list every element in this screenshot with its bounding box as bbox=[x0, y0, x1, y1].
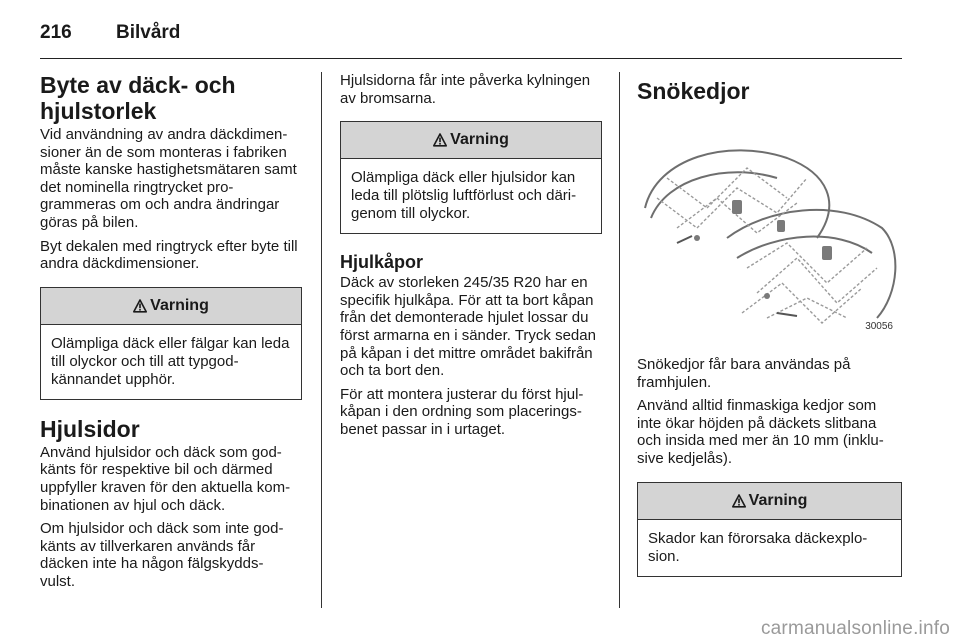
column-divider bbox=[321, 72, 322, 608]
column-2 bbox=[340, 72, 602, 445]
warning-box bbox=[40, 287, 302, 400]
warning-triangle-icon bbox=[433, 133, 447, 147]
paragraph: Vid användning av andra däckdimen- sioner än de som monteras i fabriken måste kanske hastighetsmätaren samt det nominella ringtrycket pro- grammeras om och andra ändringar göras på bilen. bbox=[40, 126, 297, 231]
warning-box bbox=[340, 121, 602, 234]
warning-box bbox=[637, 482, 902, 577]
page-number: 216 bbox=[40, 22, 72, 43]
paragraph: Däck av storleken 245/35 R20 har en specifik hjulkåpa. För att ta bort kåpan från det demonterade hjulet lossar du först armarna en i sänder. Tryck sedan på kåpan i det mittre området bakifrån och ta bort den. bbox=[340, 274, 596, 380]
paragraph: Byt dekalen med ringtryck efter byte till andra däckdimensioner. bbox=[40, 237, 298, 273]
column-3 bbox=[637, 72, 902, 577]
warning-header bbox=[638, 483, 901, 520]
warning-text: Olämpliga däck eller hjulsidor kan leda till plötslig luftförlust och däri- genom till olyckor. bbox=[351, 169, 577, 223]
figure-number: 30056 bbox=[865, 321, 893, 332]
section-heading-snow-chains: Snökedjor bbox=[637, 78, 750, 104]
section-heading-tire-size: Byte av däck- och hjulstorlek bbox=[40, 72, 236, 124]
paragraph: Om hjulsidor och däck som inte god- känts av tillverkaren används får däcken inte ha någon fälgskydds- vulst. bbox=[40, 520, 284, 590]
paragraph: Använd alltid finmaskiga kedjor som inte ökar höjden på däckets slitbana och insida med mer än 10 mm (inklu- sive kedjelås). bbox=[637, 397, 884, 467]
warning-title: Varning bbox=[748, 491, 808, 509]
column-divider bbox=[619, 72, 620, 608]
warning-text: Skador kan förorsaka däckexplo- sion. bbox=[648, 529, 868, 565]
page-title: Bilvård bbox=[116, 22, 181, 43]
section-heading-hubcaps: Hjulsidor bbox=[40, 415, 140, 442]
warning-header bbox=[341, 122, 601, 159]
paragraph: För att montera justerar du först hjul- kåpan i den ordning som placerings- benet passar in i urtaget. bbox=[340, 385, 584, 438]
watermark: carmanualsonline.info bbox=[760, 618, 950, 639]
warning-header bbox=[41, 288, 301, 325]
warning-title: Varning bbox=[150, 296, 209, 314]
page-header bbox=[40, 14, 902, 59]
paragraph: Använd hjulsidor och däck som god- känts för respektive bil och därmed uppfyller kraven för den aktuella kom- binationen av hjul och däck. bbox=[40, 443, 291, 514]
warning-triangle-icon bbox=[133, 299, 147, 313]
paragraph: Snökedjor får bara användas på framhjulen. bbox=[637, 356, 851, 391]
warning-triangle-icon bbox=[732, 494, 746, 508]
warning-title: Varning bbox=[450, 131, 509, 149]
column-1 bbox=[40, 72, 302, 597]
paragraph: Hjulsidorna får inte påverka kylningen av bromsarna. bbox=[340, 72, 591, 107]
snow-chain-illustration bbox=[637, 118, 899, 336]
warning-text: Olämpliga däck eller fälgar kan leda till olyckor och till att typgod- kännandet upphör. bbox=[51, 334, 290, 388]
section-heading-wheel-covers: Hjulkåpor bbox=[340, 252, 424, 273]
